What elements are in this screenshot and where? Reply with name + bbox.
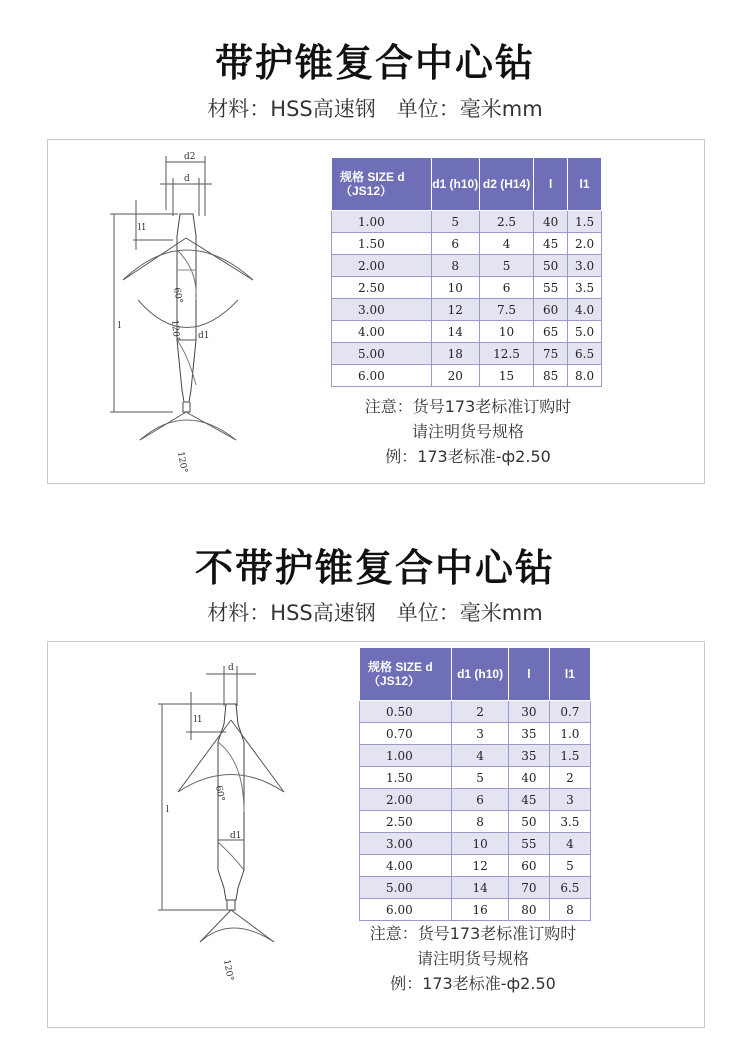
table-cell: 5 xyxy=(452,767,509,789)
table-row xyxy=(332,343,602,365)
table-cell: 14 xyxy=(452,877,509,899)
table-cell: 3.0 xyxy=(568,255,602,277)
table-cell: 3 xyxy=(452,723,509,745)
table-cell: 6 xyxy=(452,789,509,811)
table-row xyxy=(360,899,591,921)
section2-title: 不带护锥复合中心钻 xyxy=(194,546,555,590)
table-row xyxy=(332,365,602,387)
header-size: 规格 SIZE d（JS12） xyxy=(360,648,452,701)
table-cell: 2.0 xyxy=(568,233,602,255)
header-d1: d1 (h10) xyxy=(452,648,509,701)
table-cell: 2.00 xyxy=(332,255,432,277)
table-cell: 3.5 xyxy=(568,277,602,299)
table-cell: 6 xyxy=(431,233,479,255)
table-row xyxy=(360,745,591,767)
table-cell: 10 xyxy=(452,833,509,855)
table-cell: 6 xyxy=(479,277,533,299)
header-d1: d1 (h10) xyxy=(431,158,479,211)
table-cell: 60 xyxy=(508,855,549,877)
note-line-3: 例：173老标准-ф2.50 xyxy=(385,447,551,466)
table-row xyxy=(332,211,602,233)
table-row xyxy=(332,321,602,343)
table-cell: 1.5 xyxy=(549,745,590,767)
label-120deg: 120° xyxy=(221,958,235,982)
table-cell: 4.0 xyxy=(568,299,602,321)
table-row xyxy=(332,255,602,277)
table-row xyxy=(332,277,602,299)
table-cell: 16 xyxy=(452,899,509,921)
table-row xyxy=(360,789,591,811)
section1-drill-drawing xyxy=(48,140,308,483)
table-cell: 12 xyxy=(452,855,509,877)
note-line-1: 注意：货号173老标准订购时 xyxy=(369,924,577,943)
table-cell: 5 xyxy=(431,211,479,233)
table-cell: 10 xyxy=(431,277,479,299)
table-cell: 65 xyxy=(534,321,568,343)
label-60deg: 60° xyxy=(213,784,226,803)
table-cell: 0.70 xyxy=(360,723,452,745)
table-cell: 75 xyxy=(534,343,568,365)
table-cell: 70 xyxy=(508,877,549,899)
table-row xyxy=(360,811,591,833)
header-l: l xyxy=(508,648,549,701)
table-cell: 2.5 xyxy=(479,211,533,233)
table-cell: 4 xyxy=(479,233,533,255)
table-cell: 4.00 xyxy=(360,855,452,877)
table-cell: 45 xyxy=(508,789,549,811)
table-cell: 4.00 xyxy=(332,321,432,343)
table-row xyxy=(360,701,591,723)
table-row xyxy=(332,233,602,255)
table-row xyxy=(360,877,591,899)
section2-spec-table xyxy=(359,647,591,921)
table-cell: 15 xyxy=(479,365,533,387)
note-line-2: 请注明货号规格 xyxy=(416,949,529,968)
table-cell: 5.0 xyxy=(568,321,602,343)
table-cell: 8 xyxy=(549,899,590,921)
table-cell: 5 xyxy=(479,255,533,277)
table-cell: 3 xyxy=(549,789,590,811)
table-cell: 2 xyxy=(452,701,509,723)
table-cell: 1.50 xyxy=(332,233,432,255)
table-cell: 3.5 xyxy=(549,811,590,833)
table-cell: 3.00 xyxy=(332,299,432,321)
table-cell: 5 xyxy=(549,855,590,877)
table-cell: 6.5 xyxy=(568,343,602,365)
section1-title: 带护锥复合中心钻 xyxy=(214,41,535,85)
label-l1: l1 xyxy=(194,715,203,725)
table-row xyxy=(360,855,591,877)
label-d: d xyxy=(228,663,234,673)
table-cell: 2.00 xyxy=(360,789,452,811)
section2-subtitle: 材料：HSS高速钢 单位：毫米mm xyxy=(207,601,543,625)
table-cell: 0.50 xyxy=(360,701,452,723)
note-line-3: 例：173老标准-ф2.50 xyxy=(390,974,556,993)
section2-drill-drawing xyxy=(48,642,318,1027)
table-cell: 1.00 xyxy=(332,211,432,233)
table-cell: 8 xyxy=(431,255,479,277)
section1-note xyxy=(318,394,618,469)
table-row xyxy=(360,767,591,789)
header-l1: l1 xyxy=(568,158,602,211)
note-line-2: 请注明货号规格 xyxy=(411,422,524,441)
table-cell: 50 xyxy=(508,811,549,833)
label-d1: d1 xyxy=(230,831,242,841)
label-d2: d2 xyxy=(184,152,196,162)
table-row xyxy=(360,723,591,745)
section1-spec-table xyxy=(331,157,602,387)
table-cell: 40 xyxy=(508,767,549,789)
table-row xyxy=(332,299,602,321)
table-cell: 6.00 xyxy=(332,365,432,387)
table-cell: 20 xyxy=(431,365,479,387)
section1-subtitle: 材料：HSS高速钢 单位：毫米mm xyxy=(207,97,543,121)
table-cell: 55 xyxy=(534,277,568,299)
table-cell: 50 xyxy=(534,255,568,277)
table-row xyxy=(360,833,591,855)
label-l: l xyxy=(118,321,121,331)
table-cell: 2 xyxy=(549,767,590,789)
table-cell: 1.5 xyxy=(568,211,602,233)
table-cell: 85 xyxy=(534,365,568,387)
table-cell: 7.5 xyxy=(479,299,533,321)
label-l1: l1 xyxy=(138,223,147,233)
label-60deg: 60° xyxy=(171,286,184,305)
label-d: d xyxy=(184,174,190,184)
section1-table-body xyxy=(332,211,602,387)
label-l: l xyxy=(166,805,169,815)
table-cell: 60 xyxy=(534,299,568,321)
table-cell: 8.0 xyxy=(568,365,602,387)
table-cell: 12 xyxy=(431,299,479,321)
table-cell: 2.50 xyxy=(332,277,432,299)
table-cell: 2.50 xyxy=(360,811,452,833)
table-cell: 6.00 xyxy=(360,899,452,921)
header-d2: d2 (H14) xyxy=(479,158,533,211)
table-cell: 4 xyxy=(452,745,509,767)
header-l1: l1 xyxy=(549,648,590,701)
table-cell: 1.00 xyxy=(360,745,452,767)
table-cell: 12.5 xyxy=(479,343,533,365)
header-l: l xyxy=(534,158,568,211)
label-120deg-upper: 120° xyxy=(169,319,181,342)
table-cell: 1.0 xyxy=(549,723,590,745)
header-size: 规格 SIZE d（JS12） xyxy=(332,158,432,211)
section2-table-body xyxy=(360,701,591,921)
table-cell: 30 xyxy=(508,701,549,723)
table-cell: 18 xyxy=(431,343,479,365)
table-cell: 45 xyxy=(534,233,568,255)
table-cell: 35 xyxy=(508,745,549,767)
table-cell: 5.00 xyxy=(360,877,452,899)
label-120deg-lower: 120° xyxy=(175,450,189,474)
table-cell: 8 xyxy=(452,811,509,833)
table-cell: 4 xyxy=(549,833,590,855)
table-cell: 0.7 xyxy=(549,701,590,723)
table-cell: 3.00 xyxy=(360,833,452,855)
table-cell: 55 xyxy=(508,833,549,855)
table-cell: 10 xyxy=(479,321,533,343)
section1-panel xyxy=(47,139,705,484)
table-cell: 80 xyxy=(508,899,549,921)
note-line-1: 注意：货号173老标准订购时 xyxy=(364,397,572,416)
label-d1: d1 xyxy=(198,331,210,341)
table-cell: 35 xyxy=(508,723,549,745)
table-cell: 40 xyxy=(534,211,568,233)
table-cell: 1.50 xyxy=(360,767,452,789)
section2-note xyxy=(338,921,608,996)
table-cell: 6.5 xyxy=(549,877,590,899)
section2-panel xyxy=(47,641,705,1028)
table-cell: 5.00 xyxy=(332,343,432,365)
table-cell: 14 xyxy=(431,321,479,343)
